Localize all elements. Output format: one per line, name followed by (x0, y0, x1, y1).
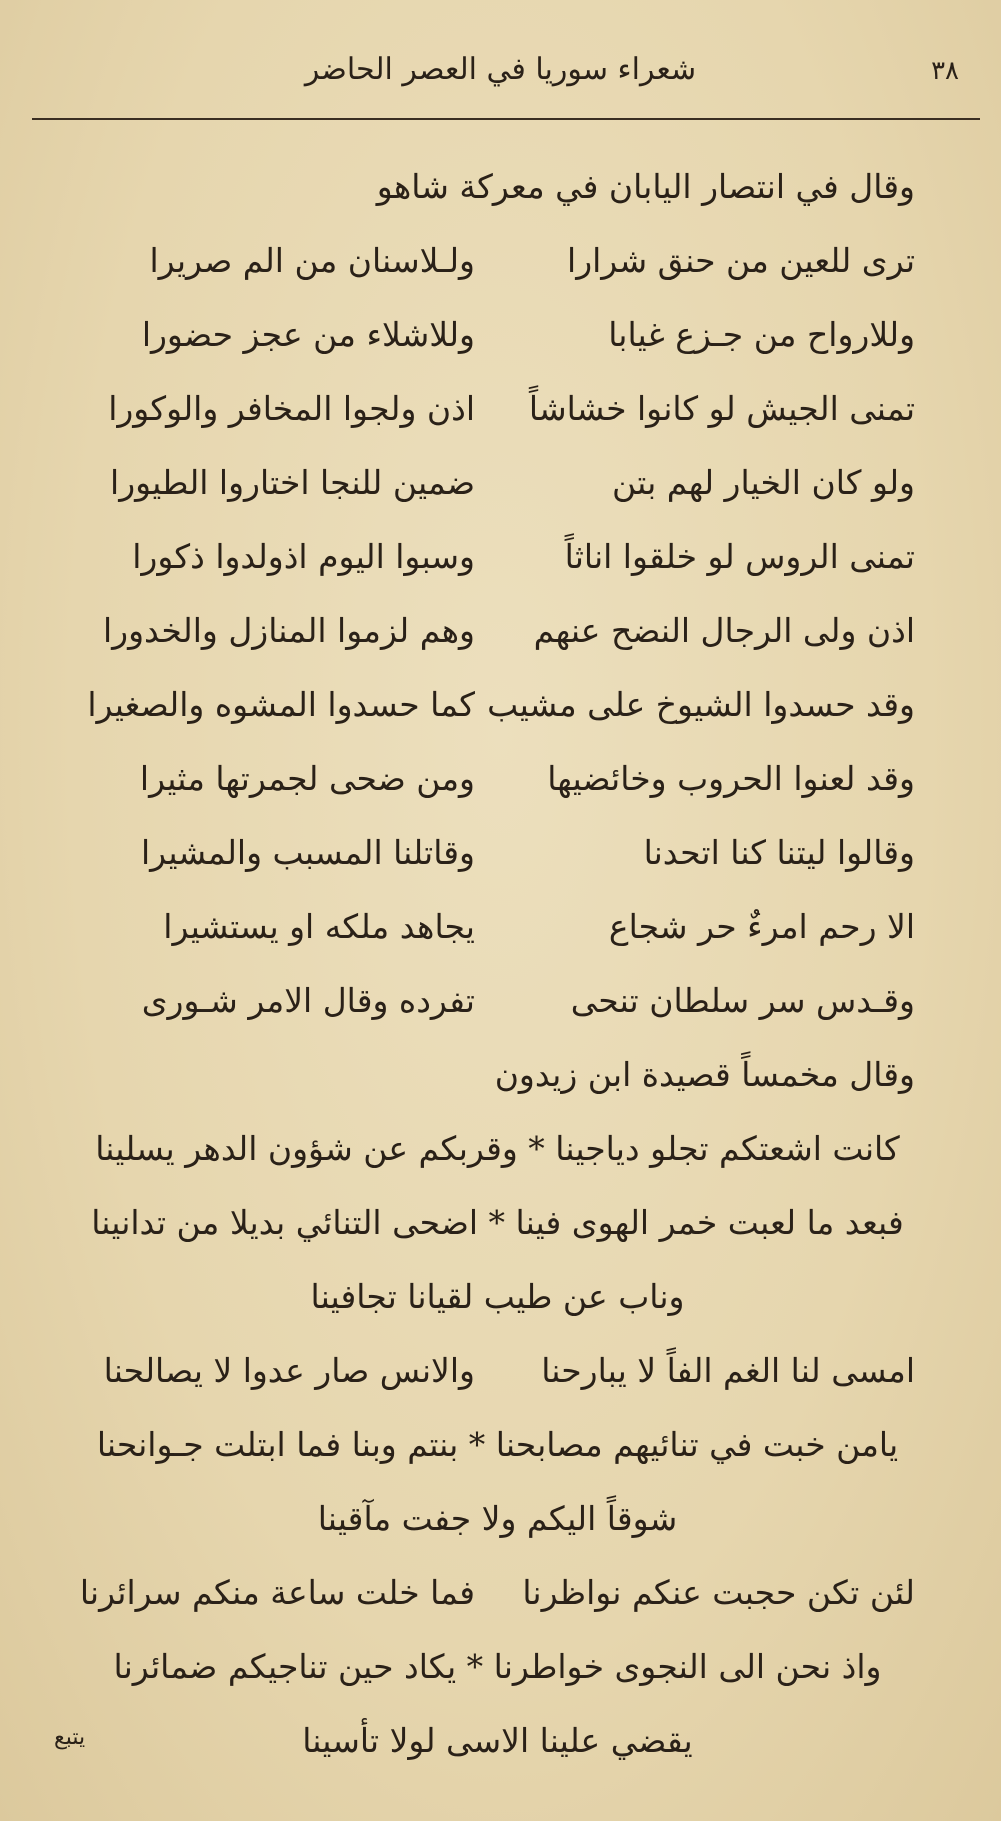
verse-first-hemistich: وقـدس سر سلطان تنحى (570, 981, 915, 1020)
verse-second-hemistich: يجاهد ملكه او يستشيرا (163, 907, 475, 946)
verse-line-centered (80, 1260, 915, 1334)
verse-line (80, 964, 915, 1038)
verse-second-hemistich: وللاشلاء من عجز حضورا (141, 315, 475, 354)
section-heading (80, 150, 915, 224)
verse-line (80, 446, 915, 520)
verse-first-hemistich: وللارواح من جـزع غيابا (608, 315, 915, 354)
verse-line (80, 1630, 915, 1704)
verse-first-hemistich: ترى للعين من حنق شرارا (567, 241, 915, 280)
verse-line (80, 372, 915, 446)
continued-note: يتبع (54, 1725, 86, 1750)
verse-full-text: يامن خبت في تنائيهم مصابحنا * بنتم وبنا فما ابتلت جـوانحنا (96, 1425, 899, 1464)
verse-second-hemistich: اذن ولجوا المخافر والوكورا (108, 389, 475, 428)
verse-line (80, 520, 915, 594)
verse-line-centered (80, 1704, 915, 1778)
verse-line (80, 890, 915, 964)
page-number: ٣٨ (931, 56, 959, 86)
verse-first-hemistich: تمنى الجيش لو كانوا خشاشاً (528, 389, 915, 428)
verse-centered-text: وناب عن طيب لقيانا تجافينا (310, 1277, 685, 1316)
poem-body (80, 150, 915, 1778)
verse-first-hemistich: ولو كان الخيار لهم بتن (612, 463, 915, 502)
running-title: شعراء سوريا في العصر الحاضر (304, 52, 697, 87)
verse-line (80, 298, 915, 372)
verse-first-hemistich: امسى لنا الغم الفاً لا يبارحنا (541, 1351, 915, 1390)
verse-second-hemistich: ومن ضحى لجمرتها مثيرا (139, 759, 475, 798)
section-heading (80, 1038, 915, 1112)
verse-second-hemistich: ولـلاسنان من الم صريرا (149, 241, 475, 280)
verse-first-hemistich: اذن ولى الرجال النضح عنهم (533, 611, 915, 650)
verse-line (80, 1334, 915, 1408)
verse-first-hemistich: تمنى الروس لو خلقوا اناثاً (564, 537, 915, 576)
verse-centered-text: يقضي علينا الاسى لولا تأسينا (302, 1721, 693, 1760)
verse-line (80, 816, 915, 890)
verse-line (80, 742, 915, 816)
verse-centered-text: شوقاً اليكم ولا جفت مآقينا (317, 1499, 678, 1538)
verse-second-hemistich: وهم لزموا المنازل والخدورا (103, 611, 475, 650)
section-heading-text: وقال في انتصار اليابان في معركة شاهو (376, 167, 915, 206)
verse-first-hemistich: وقد حسدوا الشيوخ على مشيب (487, 685, 915, 724)
verse-line (80, 1112, 915, 1186)
verse-line (80, 1408, 915, 1482)
verse-second-hemistich: كما حسدوا المشوه والصغيرا (87, 685, 475, 724)
verse-line-centered (80, 1482, 915, 1556)
verse-first-hemistich: لئن تكن حجبت عنكم نواظرنا (522, 1573, 915, 1612)
page-header (0, 38, 1001, 108)
verse-second-hemistich: وقاتلنا المسبب والمشيرا (141, 833, 475, 872)
verse-full-text: فبعد ما لعبت خمر الهوى فينا * اضحى التنائي بديلا من تدانينا (91, 1203, 904, 1242)
verse-first-hemistich: وقالوا ليتنا كنا اتحدنا (643, 833, 915, 872)
verse-line (80, 1186, 915, 1260)
verse-line (80, 594, 915, 668)
verse-first-hemistich: الا رحم امرءٌ حر شجاع (608, 907, 915, 946)
verse-line (80, 1556, 915, 1630)
verse-line (80, 668, 915, 742)
verse-second-hemistich: ضمين للنجا اختاروا الطيورا (110, 463, 475, 502)
section-heading-text: وقال مخمساً قصيدة ابن زيدون (494, 1055, 915, 1094)
verse-first-hemistich: وقد لعنوا الحروب وخائضيها (547, 759, 915, 798)
verse-full-text: واذ نحن الى النجوى خواطرنا * يكاد حين تناجيكم ضمائرنا (113, 1647, 882, 1686)
verse-full-text: كانت اشعتكم تجلو دياجينا * وقربكم عن شؤون الدهر يسلينا (95, 1129, 900, 1168)
verse-second-hemistich: فما خلت ساعة منكم سرائرنا (79, 1573, 475, 1612)
verse-second-hemistich: والانس صار عدوا لا يصالحنا (103, 1351, 475, 1390)
verse-line (80, 224, 915, 298)
verse-second-hemistich: وسبوا اليوم اذولدوا ذكورا (132, 537, 475, 576)
header-rule (32, 118, 980, 120)
verse-second-hemistich: تفرده وقال الامر شـورى (141, 981, 475, 1020)
